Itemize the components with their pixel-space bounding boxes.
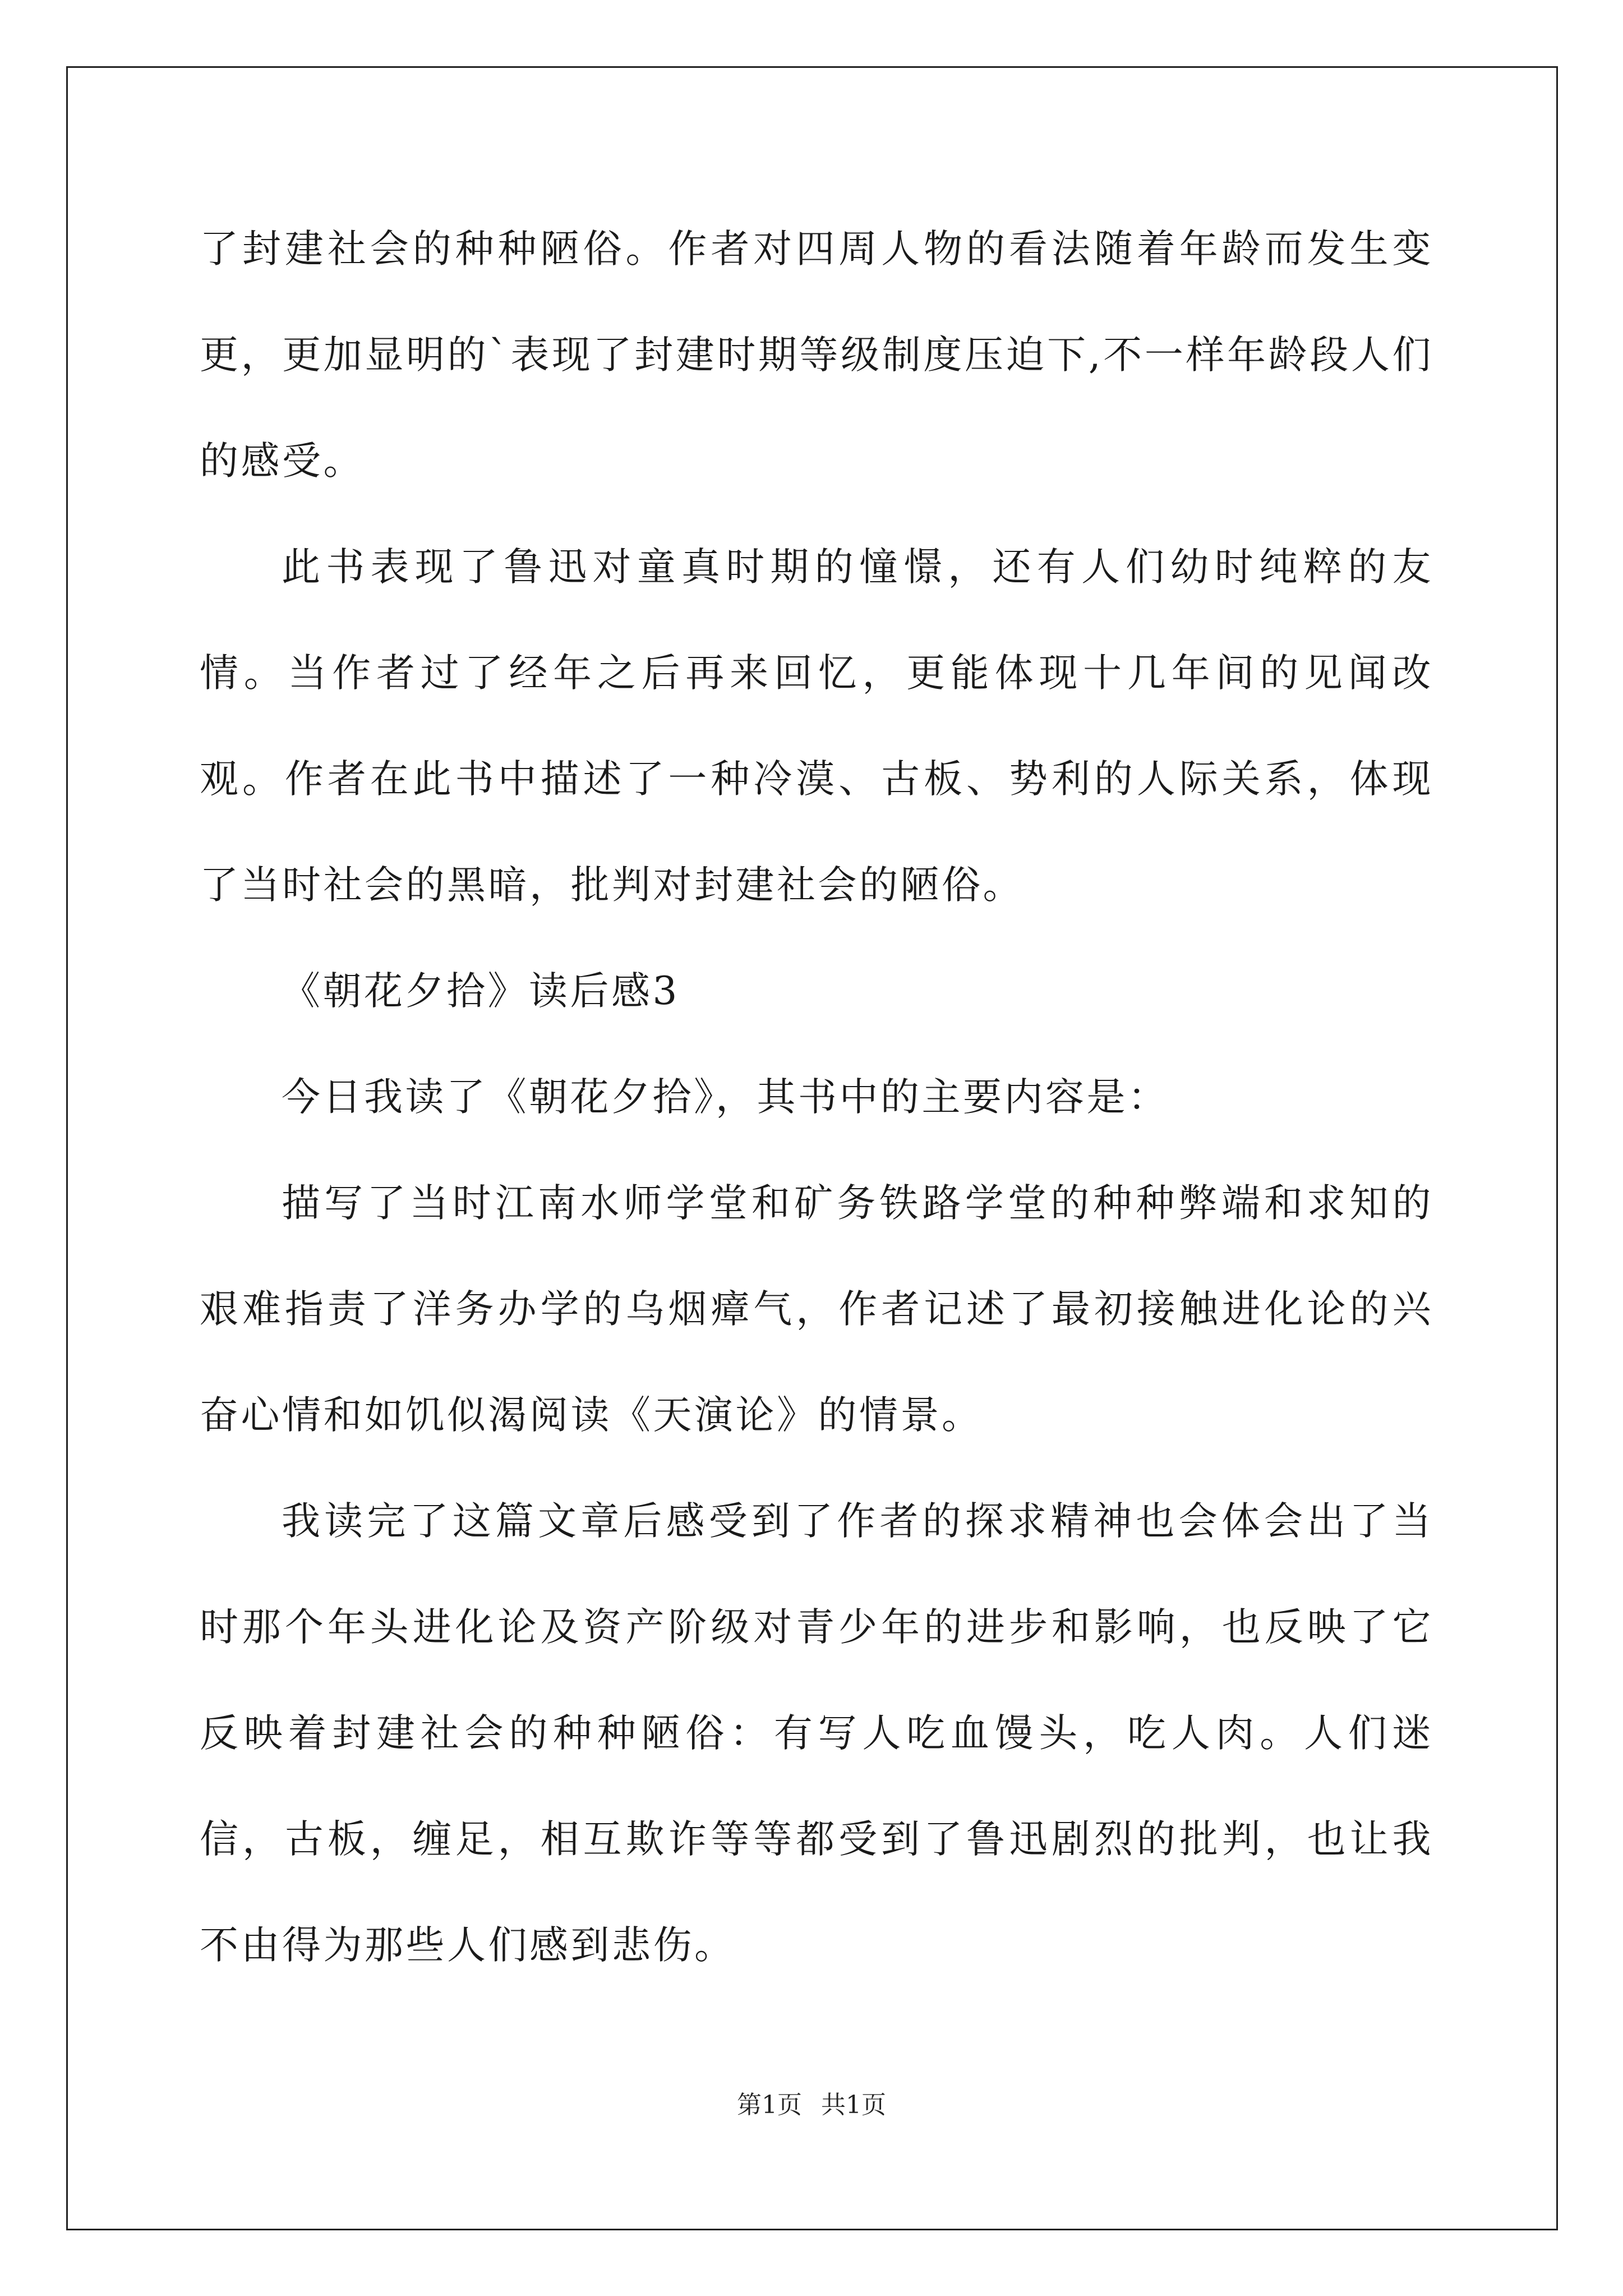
paragraph-4: 描写了当时江南水师学堂和矿务铁路学堂的种种弊端和求知的艰难指责了洋务办学的乌烟瘴气，作者记述了最初接触进化论的兴奋心情和如饥似渴阅读《天演论》的情景。 (200, 1181, 1433, 1438)
document-body (200, 196, 1433, 1999)
page-total: 共1页 (821, 2091, 886, 2119)
paragraph-5: 我读完了这篇文章后感受到了作者的探求精神也会体会出了当时那个年头进化论及资产阶级对青少年的进步和影响，也反映了它反映着封建社会的种种陋俗：有写人吃血馒头，吃人肉。人们迷信，古板，缠足，相互欺诈等等都受到了鲁迅剧烈的批判，也让我不由得为那些人们感到悲伤。 (200, 1499, 1433, 1968)
page-number: 第1页 (737, 2091, 802, 2119)
paragraph-2: 此书表现了鲁迅对童真时期的憧憬，还有人们幼时纯粹的友情。当作者过了经年之后再来回忆，更能体现十几年间的见闻改观。作者在此书中描述了一种冷漠、古板、势利的人际关系，体现了当时社会的黑暗，批判对封建社会的陋俗。 (200, 545, 1433, 908)
page-footer (0, 2088, 1623, 2122)
paragraph-1: 了封建社会的种种陋俗。作者对四周人物的看法随着年龄而发生变更，更加显明的`表现了封建时期等级制度压迫下,不一样年龄段人们的感受。 (200, 227, 1433, 484)
section-heading: 《朝花夕拾》读后感3 (282, 969, 680, 1014)
paragraph-3: 今日我读了《朝花夕拾》，其书中的主要内容是： (282, 1075, 1169, 1120)
